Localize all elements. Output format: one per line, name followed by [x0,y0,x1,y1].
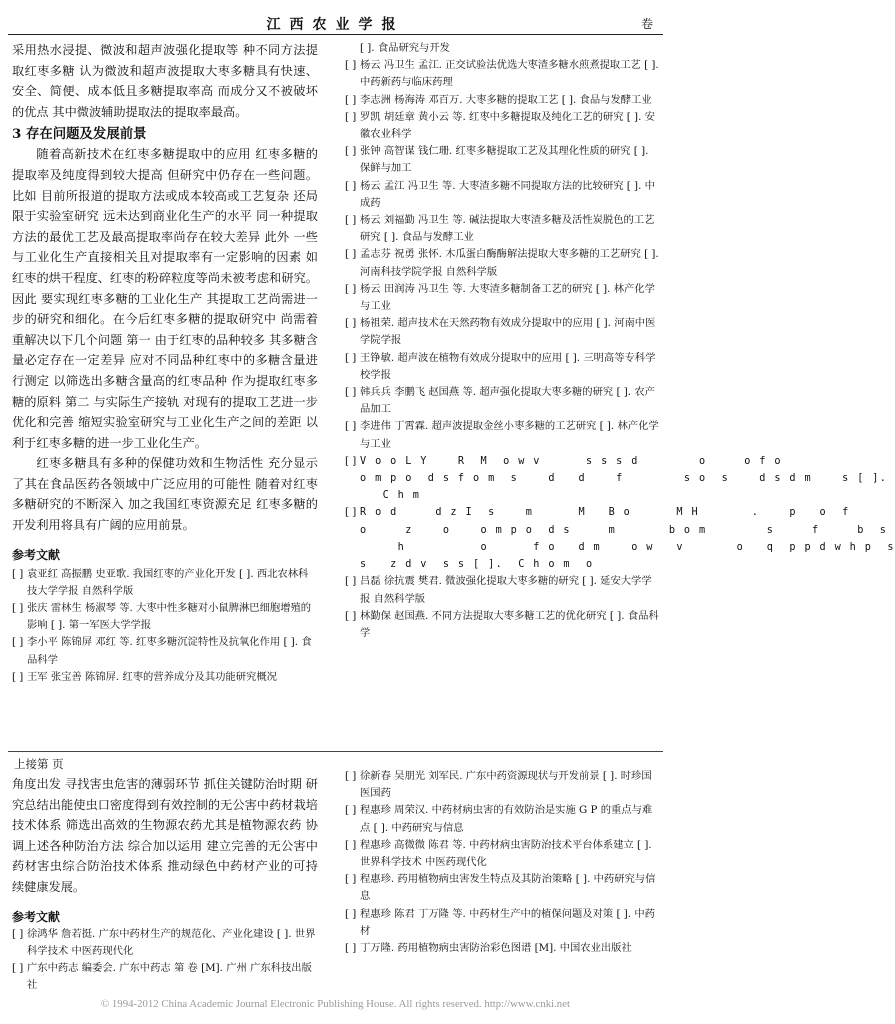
reference-item: [ ] 韩兵兵 李鹏飞 赵国燕 等. 超声强化提取大枣多糖的研究 [ ]. 农产品加工 [345,386,655,416]
reference-item: [ ] 王军 张宝善 陈锦屏. 红枣的营养成分及其功能研究概况 [12,670,277,683]
reference-item: [ ] 李小平 陈锦屏 邓红 等. 红枣多糖沉淀特性及抗氧化作用 [ ]. 食品科学 [12,636,312,666]
reference-item: [ ] 程惠珍 高微微 陈君 等. 中药材病虫害防治技术平台体系建立 [ ]. 世界科学技术 中医药现代化 [345,838,652,869]
reference-item: [ ] 广东中药志 编委会. 广东中药志 第 卷 [M]. 广州 广东科技出版社 [12,961,312,992]
reference-item: [ ] 徐鸿华 詹若挺. 广东中药材生产的规范化、产业化建设 [ ]. 世界科学技术 中医药现代化 [12,927,316,957]
upper-right-column [345,40,895,642]
reference-item: [ ] 杨祖荣. 超声技术在天然药物有效成分提取中的应用 [ ]. 河南中医学院学报 [345,317,656,347]
reference-item: [ ] 杨云 刘福勤 冯卫生 等. 碱法提取大枣渣多糖及活性炭脱色的工艺研究 [ ]. 食品与发酵工业 [345,214,655,244]
references-list [12,566,318,686]
lower-left-column [12,774,318,994]
reference-item: [ ] 罗凯 胡廷章 黄小云 等. 红枣中多糖提取及纯化工艺的研究 [ ]. 安徽农业科学 [345,110,655,141]
reference-item: [ ] 程惠珍. 药用植物病虫害发生特点及其防治策略 [ ]. 中药研究与信息 [345,873,656,903]
header-page-marker: 卷 [640,17,653,31]
lower-right-column [345,768,659,957]
reference-item: [ ] 孟志芬 祝勇 张怀. 木瓜蛋白酶酶解法提取大枣多糖的工艺研究 [ ]. 河南科技学院学报 自然科学版 [345,248,659,278]
reference-item-foreign: [ ] V o o L Y R M o w v s s s d o o f o o m p o d s f o m s d d f s o s d s d m s [ ]. C h m [345,454,888,502]
lower-references-heading: 参考文献 [12,909,61,924]
reference-item: [ ] 杨云 冯卫生 孟江. 正交试验法优选大枣渣多糖水煎煮提取工艺 [ ]. 中药新药与临床药理 [345,59,659,89]
section-title: 3 存在问题及发展前景 [12,126,147,143]
reference-item: [ ] 王铮敏. 超声波在植物有效成分提取中的应用 [ ]. 三明高等专科学校学报 [345,351,656,381]
reference-item-foreign: [ ] R o d d z I s m M B o M H . p o f o z o o m p o d s m b o m s f b s h o f o d m o w v o q p p d w h p s s z d v s s [ ]. C h o m o [345,506,895,571]
reference-item: [ ] 程惠珍 陈君 丁万隆 等. 中药材生产中的植保问题及对策 [ ]. 中药材 [345,907,655,937]
upper-left-column [12,40,318,686]
reference-item: [ ]. 食品研究与开发 [360,42,450,54]
reference-item: [ ] 徐新春 吴朋光 刘军民. 广东中药资源现状与开发前景 [ ]. 时珍国医国药 [345,770,652,800]
copyright-footer: © 1994-2012 China Academic Journal Electronic Publishing House. All rights reserved. http://www.cnki.net [101,998,570,1010]
section-divider [8,751,663,752]
reference-item: [ ] 李志洲 杨海涛 邓百万. 大枣多糖的提取工艺 [ ]. 食品与发酵工业 [345,93,652,106]
reference-item: [ ] 吕磊 徐抗震 樊君. 微波强化提取大枣多糖的研究 [ ]. 延安大学学报 自然科学版 [345,575,652,605]
reference-item: [ ] 袁亚红 高振鹏 史亚歌. 我国红枣的产业化开发 [ ]. 西北农林科技大学学报 自然科学版 [12,567,309,597]
reference-item: [ ] 张钟 高智谋 钱仁珊. 红枣多糖提取工艺及其理化性质的研究 [ ]. 保鲜与加工 [345,145,649,175]
reference-item: [ ] 杨云 孟江 冯卫生 等. 大枣渣多糖不同提取方法的比较研究 [ ]. 中成药 [345,179,655,209]
intro-paragraph: 采用热水浸提、微波和超声波强化提取等 种不同方法提取红枣多糖 认为微波和超声波提取大枣多糖具有快速、安全、简便、成本低且多糖提取率高 而成分又不被破坏的优点 其中微波辅助提取法的提取率最高。 [12,43,318,119]
section-paragraph-1: 随着高新技术在红枣多糖提取中的应用 红枣多糖的提取率及纯度得到较大提高 但研究中仍存在一些问题。比如 目前所报道的提取方法或成本较高或工艺复杂 还局限于实验室研究 远未达到商业化生产的水平 同一种提取方法的最优工艺及最高提取率尚存在较大差异 此外 一些与工业化生产直接相关且对提取率有一定影响的因素 如红枣的烘干程度、红枣的粉碎粒度等尚未被考虑和研究。因此 要实现红枣多糖的工业化生产 其提取工艺尚需进一步的研究和细化。在今后红枣多糖的提取研究中 尚需着重解决以下几个问题 第一 由于红枣的品种较多 其多糖含量必定存在一定差异 应对不同品种红枣中的多糖含量进行测定 以筛选出多糖含量高的红枣品种 作为提取红枣多糖的原料 第二 与实际生产接轨 对现有的提取工艺进一步优化和完善 缩短实验室研究与工业化生产之间的差距 以利于红枣多糖的进一步工业化生产。 [12,147,318,450]
reference-item: [ ] 程惠珍 周荣汉. 中药材病虫害的有效防治是实施 G P 的重点与难点 [ ]. 中药研究与信息 [345,804,653,834]
reference-item: [ ] 杨云 田润涛 冯卫生 等. 大枣渣多糖制备工艺的研究 [ ]. 林产化学与工业 [345,282,655,313]
section-paragraph-2: 红枣多糖具有多种的保健功效和生物活性 充分显示了其在食品医药各领域中广泛应用的可能性 随着对红枣多糖研究的不断深入 加之我国红枣资源充足 红枣多糖的开发利用将具有广阔的应用前景。 [12,456,318,533]
journal-title: 江西农业学报 [266,17,405,33]
reference-item: [ ] 丁万隆. 药用植物病虫害防治彩色图谱 [M]. 中国农业出版社 [345,942,632,955]
header-rule [8,34,663,35]
lower-paragraph: 角度出发 寻找害虫危害的薄弱环节 抓住关键防治时期 研究总结出能使虫口密度得到有效控制的无公害中药材栽培技术体系 筛选出高效的生物源农药尤其是植物源农药 协调上述各种防治方法 综合加以运用 建立完善的无公害中药材害虫综合防治技术体系 推动绿色中药材产业的可持续健康发展。 [12,777,318,894]
reference-item: [ ] 张庆 雷林生 杨淑琴 等. 大枣中性多糖对小鼠脾淋巴细胞增殖的影响 [ ]. 第一军医大学学报 [12,602,312,632]
reference-item: [ ] 李进伟 丁霄霖. 超声波提取金丝小枣多糖的工艺研究 [ ]. 林产化学与工业 [345,420,659,450]
references-heading: 参考文献 [12,547,61,562]
continued-from-label: 上接第 页 [14,757,64,771]
reference-item: [ ] 林勤保 赵国燕. 不同方法提取大枣多糖工艺的优化研究 [ ]. 食品科学 [345,609,659,639]
